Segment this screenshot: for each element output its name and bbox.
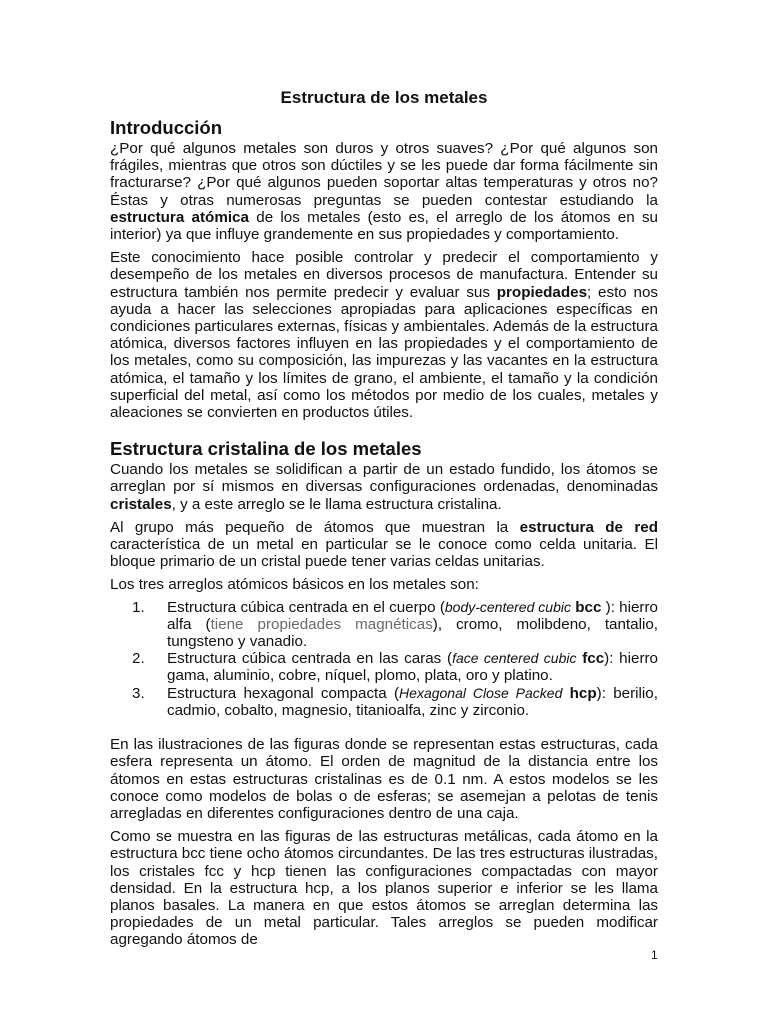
text-run: , y a este arreglo se le llama estructura cristalina. [171, 495, 502, 513]
document-title: Estructura de los metales [280, 88, 488, 107]
atomic-arrangements-list [110, 599, 658, 719]
italic-term: face centered cubic [452, 650, 577, 667]
grey-note: tiene propiedades magnéticas [210, 615, 433, 633]
text-run: ): berilio, cadmio, cobalto, magnesio, titanioalfa, zinc y zirconio. [167, 684, 658, 719]
intro-paragraph-1 [110, 140, 658, 243]
bold-term: propiedades [496, 283, 588, 301]
crystal-paragraph-4: En las ilustraciones de las figuras donde se representan estas estructuras, cada esfera representa un átomo. El orden de magnitud de la distancia entre los átomos en estas estructuras cristalinas es de 0.1 nm. A estos modelos se les conoce como modelos de bolas o de esferas; se asemejan a pelotas de tenis arregladas en diferentes configuraciones dentro de una caja. [110, 736, 658, 822]
list-number: 2. [132, 650, 145, 668]
list-number: 3. [132, 684, 145, 702]
text-run: ¿Por qué algunos metales son duros y otros suaves? ¿Por qué algunos son frágiles, mientras que otros son dúctiles y se les puede dar forma fácilmente sin fracturarse? ¿Por qué algunos pueden soportar altas temperaturas y otros no? Éstas y otras numerosas preguntas se pueden contestar estudiando la [110, 140, 658, 209]
crystal-paragraph-2 [110, 519, 658, 571]
text-run: Al grupo más pequeño de átomos que muestran la [110, 518, 520, 536]
crystal-paragraph-5: Como se muestra en las figuras de las estructuras metálicas, cada átomo en la estructura bcc tiene ocho átomos circundantes. De las tres estructuras ilustradas, los cristales fcc y hcp tienen las configuraciones compactadas con mayor densidad. En la estructura hcp, a los planos superior e inferior se les llama planos basales. La manera en que estos átomos se arreglan determina las propiedades de un metal particular. Tales arreglos se pueden modificar agregando átomos de [110, 828, 658, 949]
text-run: ), cromo, molibdeno, tantalio, tungsteno y vanadio. [167, 615, 659, 651]
bold-term: estructura atómica [110, 208, 249, 226]
section-heading-crystal-structure: Estructura cristalina de los metales [110, 438, 422, 460]
intro-paragraph-2 [110, 249, 658, 421]
text-run: de los metales (esto es, el arreglo de los átomos en su interior) ya que influye grandemente en sus propiedades y comportamiento. [110, 208, 658, 244]
bold-term: hcp [569, 684, 597, 702]
list-item [110, 650, 658, 684]
text-run: ): hierro gama, aluminio, cobre, níquel, plomo, plata, oro y platino. [167, 650, 659, 685]
section-heading-introduction: Introducción [110, 117, 223, 138]
text-run: Cuando los metales se solidifican a partir de un estado fundido, los átomos se arreglan por sí mismos en diversas configuraciones ordenadas, denominadas [110, 461, 658, 496]
bold-term: bcc [575, 598, 602, 616]
text-run: característica de un metal en particular se le conoce como celda unitaria. El bloque primario de un cristal puede tener varias celdas unitarias. [110, 536, 658, 571]
crystal-paragraph-3: Los tres arreglos atómicos básicos en los metales son: [110, 576, 479, 594]
bold-term: estructura de red [519, 518, 658, 536]
italic-term: Hexagonal Close Packed [399, 684, 563, 701]
italic-term: body-centered cubic [444, 598, 571, 615]
text-run: Estructura cúbica centrada en el cuerpo ( [167, 598, 445, 616]
text-run: ; esto nos ayuda a hacer las selecciones apropiadas para aplicaciones específicas en condiciones particulares externas, físicas y ambientales. Además de la estructura atómica, diversos factores influyen en las propiedades y el comportamiento de los metales, como su composición, las impurezas y las vacantes en la estructura atómica, el tamaño y los límites de grano, el ambiente, el tamaño y la condición superficial del metal, así como los métodos por medio de los cuales, metales y aleaciones se convierten en productos útiles. [110, 283, 658, 422]
text-run: Estructura cúbica centrada en las caras ( [167, 650, 453, 668]
document-page [110, 88, 658, 955]
list-number: 1. [132, 598, 145, 616]
spacer [110, 719, 658, 736]
page-number: 1 [651, 948, 658, 962]
list-item [110, 685, 658, 719]
text-run: Este conocimiento hace posible controlar y predecir el comportamiento y desempeño de los metales en diversos procesos de manufactura. Entender su estructura también nos permite predecir y evaluar sus [110, 249, 658, 301]
list-item [110, 599, 658, 651]
bold-term: cristales [110, 495, 172, 513]
text-run: ): hierro alfa ( [167, 598, 658, 633]
bold-term: fcc [582, 650, 605, 668]
crystal-paragraph-1 [110, 461, 658, 513]
text-run: Estructura hexagonal compacta ( [167, 684, 400, 702]
